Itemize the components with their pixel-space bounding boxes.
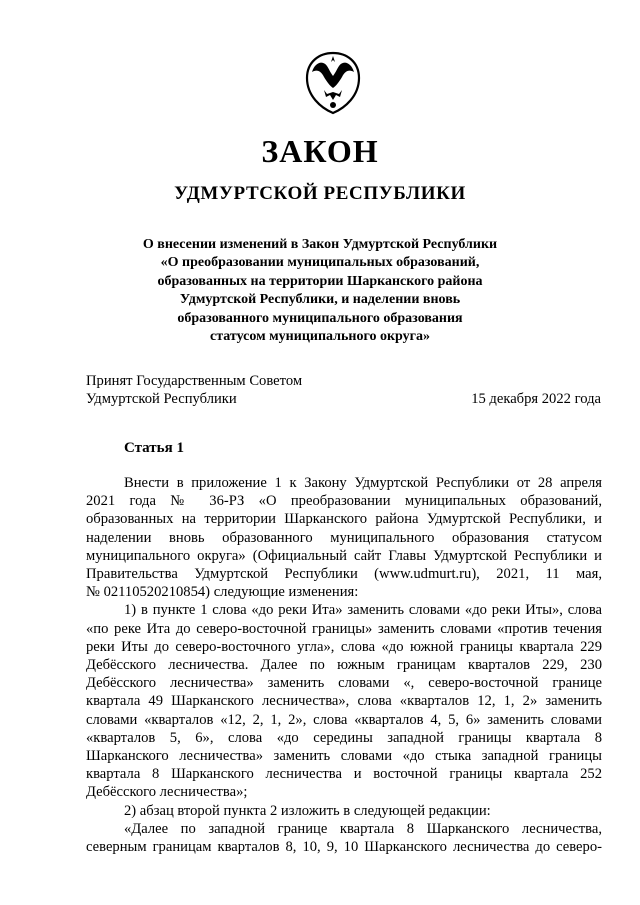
body-line: Дебёсского лесничества» заменить словами «, северо-восточной границе bbox=[86, 675, 602, 692]
subject-line: Удмуртской Республики, и наделении вновь bbox=[179, 292, 461, 308]
body-line: северным границам кварталов 8, 10, 9, 10 Шарканского лесничества до северо- bbox=[86, 839, 602, 856]
body-line: муниципального округа» (Официальный сайт Главы Удмуртской Республики и bbox=[86, 547, 602, 564]
document-subtitle: УДМУРТСКОЙ РЕСПУБЛИКИ bbox=[174, 183, 466, 204]
subject-line: образованных на территории Шарканского района bbox=[157, 273, 483, 289]
body-line: Шарканского лесничества» заменить словами «до стыка западной границы bbox=[86, 748, 602, 765]
law-subject bbox=[110, 236, 530, 346]
body-line: реки Иты до северо-восточного угла», слова «до южной границы квартала 229 bbox=[86, 638, 602, 655]
body-line: квартала 49 Шарканского лесничества», слова «кварталов 12, 1, 2» заменить bbox=[86, 693, 602, 710]
body-line: Дебёсского лесничества. Далее по южным границам кварталов 229, 230 bbox=[86, 657, 602, 674]
body-line: 2021 года № 36-РЗ «О преобразовании муниципальных образований, bbox=[86, 493, 602, 510]
subject-line: статусом муниципального округа» bbox=[210, 329, 430, 345]
body-line: Дебёсского лесничества»; bbox=[86, 784, 248, 801]
adoption-info bbox=[86, 372, 601, 408]
body-line: наделении вновь образованного муниципального образования статусом bbox=[86, 529, 602, 546]
adopted-by-line: Удмуртской Республики bbox=[86, 391, 237, 407]
document-title: ЗАКОН bbox=[261, 133, 379, 169]
adopted-by-line: Принят Государственным Советом bbox=[86, 373, 303, 389]
subject-line: О внесении изменений в Закон Удмуртской Республики bbox=[142, 237, 498, 252]
coat-of-arms-emblem bbox=[303, 50, 363, 116]
body-line: № 02110520210854) следующие изменения: bbox=[86, 584, 359, 601]
body-line: «кварталов 5, 6», слова «до середины западной границы квартала 8 bbox=[86, 729, 602, 746]
body-line: «Далее по западной границе квартала 8 Шарканского лесничества, bbox=[124, 820, 602, 837]
body-line: Правительства Удмуртской Республики (www.udmurt.ru), 2021, 11 мая, bbox=[86, 566, 602, 583]
article-heading: Статья 1 bbox=[124, 440, 184, 456]
body-line: «по реке Ита до северо-восточной границы» заменить словами «против течения bbox=[86, 620, 602, 637]
subject-line: образованного муниципального образования bbox=[177, 310, 463, 326]
article-body bbox=[86, 474, 602, 856]
body-line: 2) абзац второй пункта 2 изложить в следующей редакции: bbox=[124, 802, 491, 819]
body-line: словами «кварталов «12, 2, 1, 2», слова «кварталов 4, 5, 6» заменить словами bbox=[86, 711, 602, 728]
adoption-date: 15 декабря 2022 года bbox=[471, 391, 601, 407]
body-line: квартала 8 Шарканского лесничества и восточной границы квартала 252 bbox=[86, 766, 602, 783]
body-line: Внести в приложение 1 к Закону Удмуртской Республики от 28 апреля bbox=[124, 475, 602, 491]
body-line: 1) в пункте 1 слова «до реки Ита» заменить словами «до реки Иты», слова bbox=[124, 602, 602, 619]
body-line: образованных на территории Шарканского района Удмуртской Республики, и bbox=[86, 511, 602, 528]
subject-line: «О преобразовании муниципальных образований, bbox=[160, 255, 480, 271]
